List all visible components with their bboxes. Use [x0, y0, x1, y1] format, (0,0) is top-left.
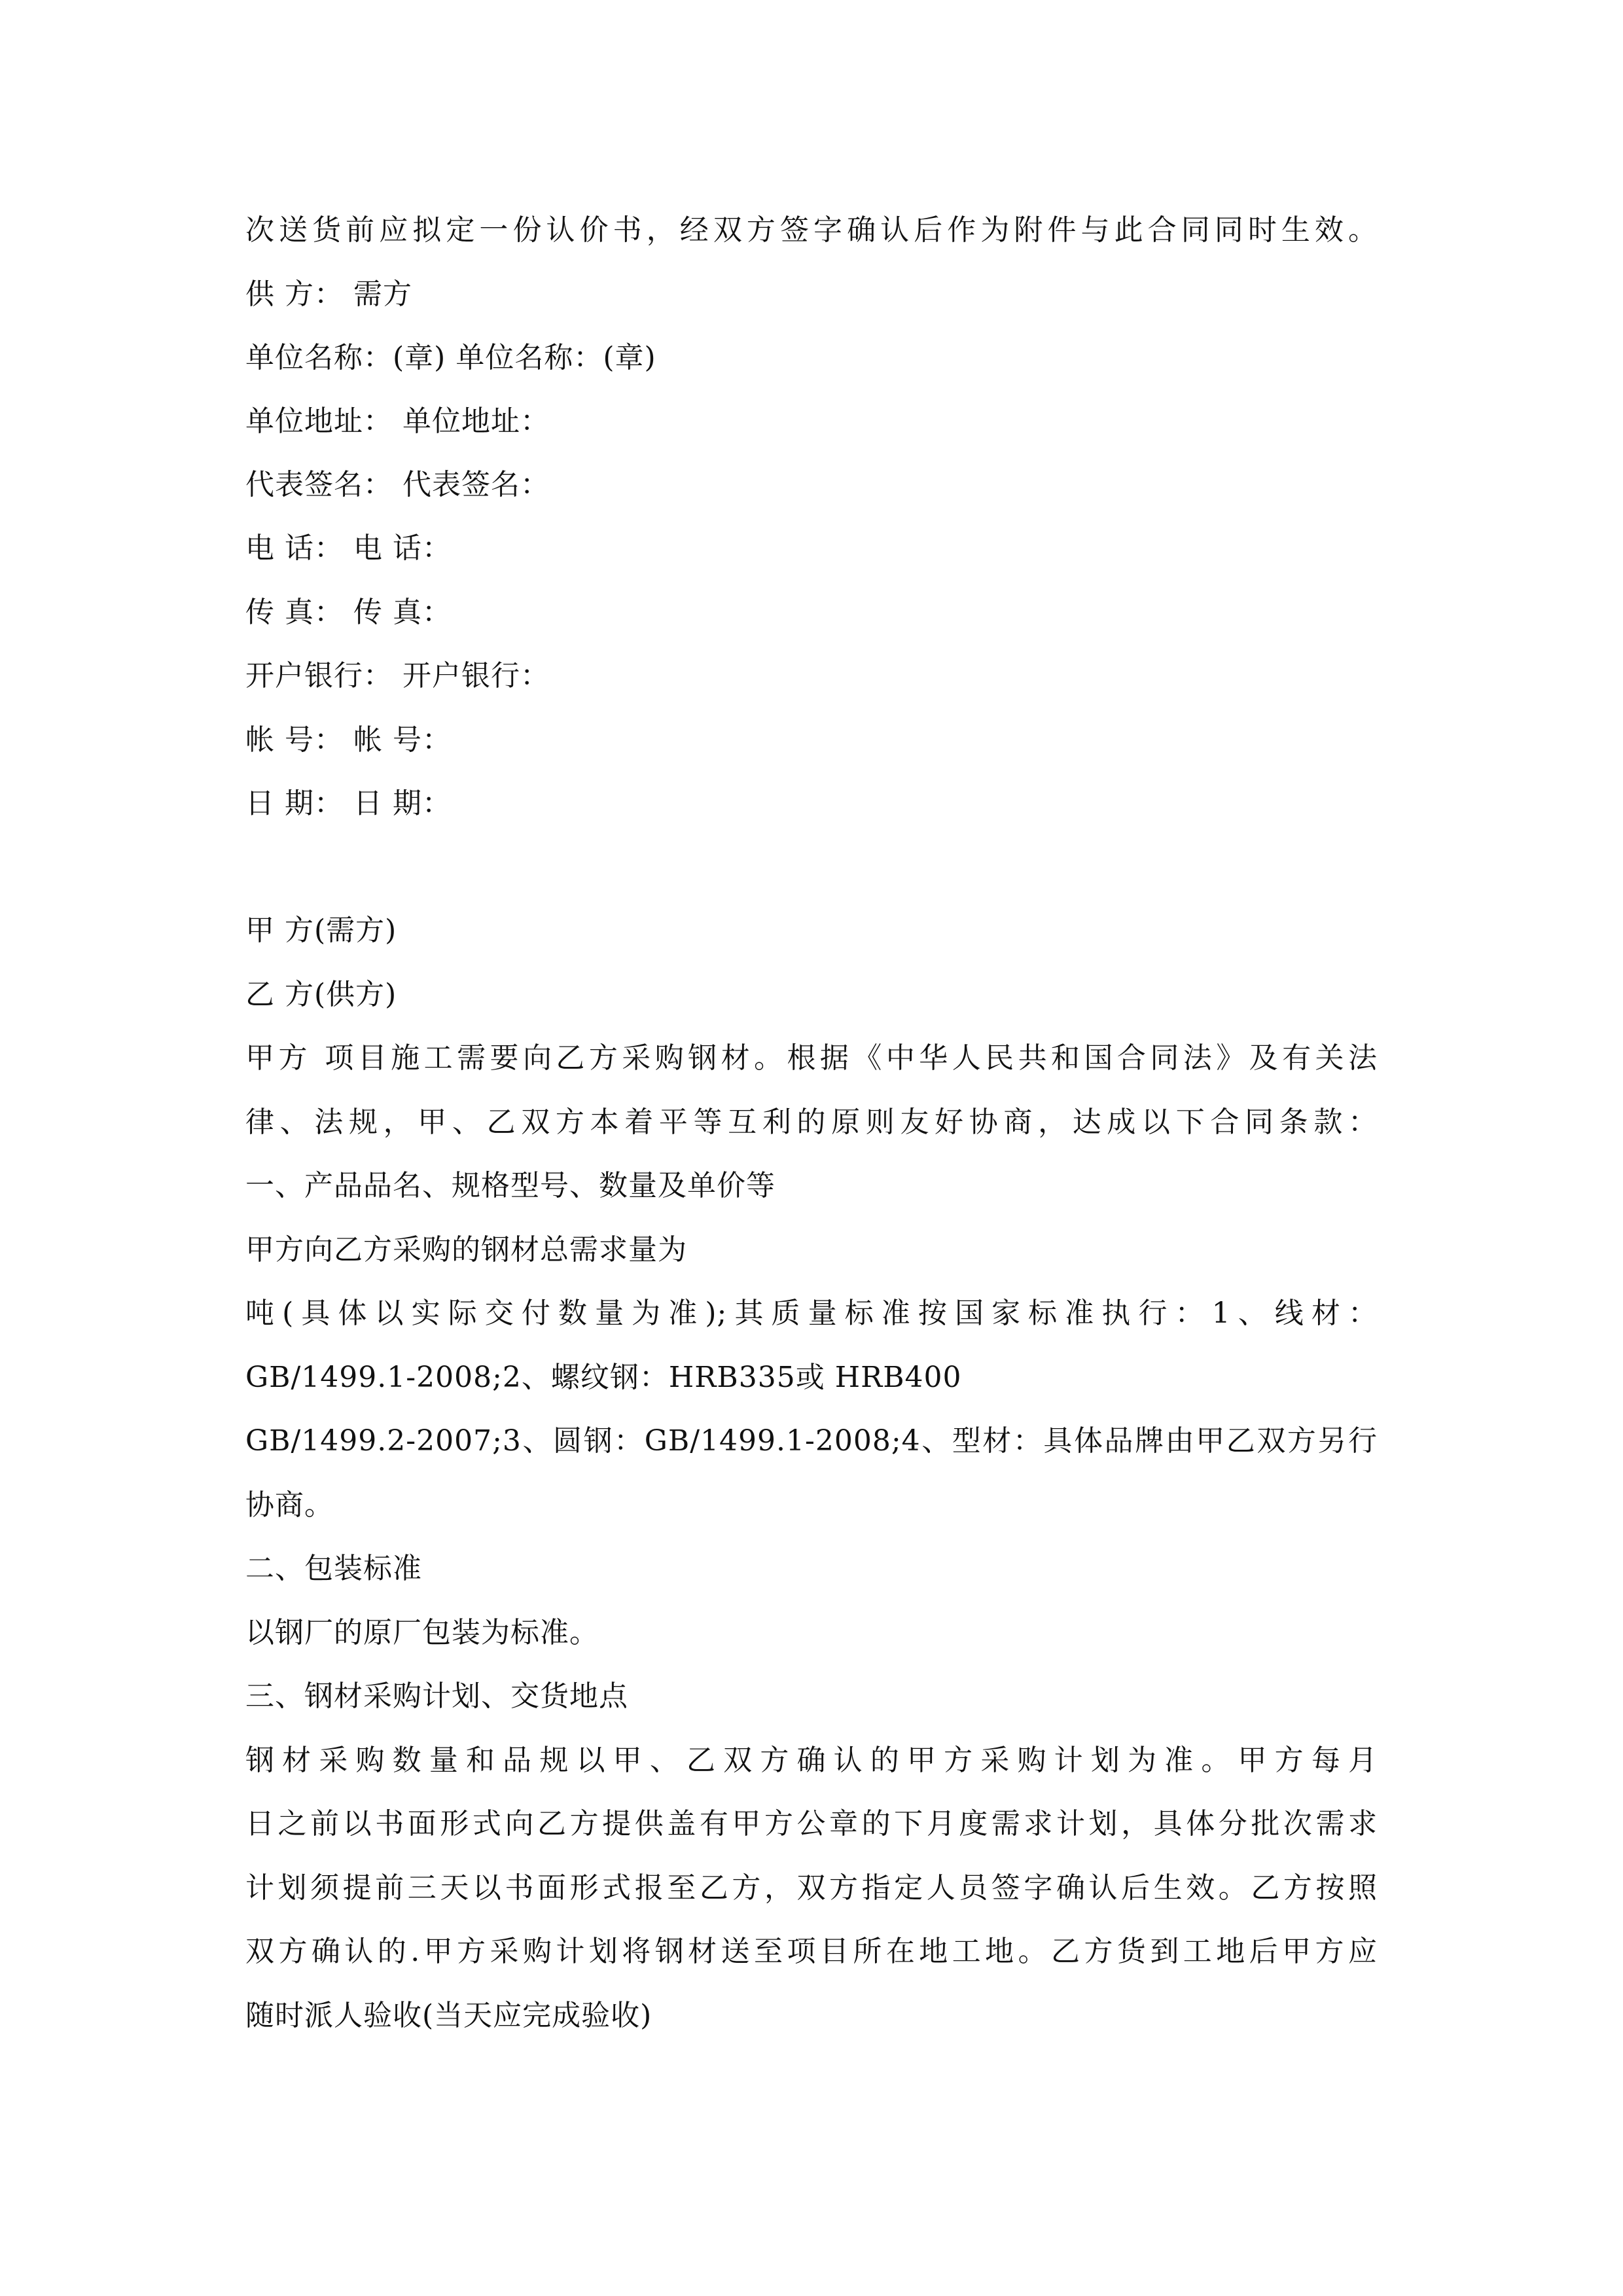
text-line: 开户银行： 开户银行：: [245, 659, 550, 692]
section-heading: 一、产品品名、规格型号、数量及单价等: [245, 1169, 776, 1202]
text-line: 律、法规，甲、乙双方本着平等互利的原则友好协商，达成以下合同条款：: [245, 1105, 1378, 1139]
section-heading: 三、钢材采购计划、交货地点: [245, 1679, 628, 1713]
text-line: 以钢厂的原厂包装为标准。: [245, 1616, 599, 1649]
text-line: 甲方向乙方采购的钢材总需求量为: [245, 1233, 687, 1266]
text-line: 代表签名： 代表签名：: [245, 468, 550, 501]
text-line: 日 期： 日 期：: [245, 787, 452, 820]
party-b-label: 乙 方(供方): [245, 978, 397, 1011]
text-line: 传 真： 传 真：: [245, 596, 452, 629]
text-line: 吨(具体以实际交付数量为准);其质量标准按国家标准执行：1、线材：: [245, 1297, 1378, 1330]
text-line: GB/1499.1-2008;2、螺纹钢：HRB335或 HRB400: [245, 1361, 962, 1394]
text-line: 随时派人验收(当天应完成验收): [245, 1999, 652, 2032]
text-line: 甲方 项目施工需要向乙方采购钢材。根据《中华人民共和国合同法》及有关法: [245, 1041, 1378, 1075]
text-line: 日之前以书面形式向乙方提供盖有甲方公章的下月度需求计划，具体分批次需求: [245, 1807, 1378, 1840]
text-line: 钢材采购数量和品规以甲、乙双方确认的甲方采购计划为准。甲方每月: [245, 1744, 1378, 1777]
section-heading: 二、包装标准: [245, 1552, 422, 1585]
text-line: 次送货前应拟定一份认价书，经双方签字确认后作为附件与此合同同时生效。: [245, 213, 1378, 247]
text-line: 协商。: [245, 1488, 334, 1522]
text-line: 计划须提前三天以书面形式报至乙方，双方指定人员签字确认后生效。乙方按照: [245, 1871, 1378, 1905]
party-a-label: 甲 方(需方): [245, 914, 397, 947]
text-line: 单位地址： 单位地址：: [245, 404, 550, 438]
text-line: 双方确认的.甲方采购计划将钢材送至项目所在地工地。乙方货到工地后甲方应: [245, 1935, 1378, 1968]
text-line: GB/1499.2-2007;3、圆钢：GB/1499.1-2008;4、型材：具体品牌由甲乙双方另行: [245, 1424, 1378, 1458]
text-line: 供 方： 需方: [245, 278, 412, 311]
text-line: 电 话： 电 话：: [245, 531, 452, 565]
text-line: 单位名称：(章) 单位名称：(章): [245, 341, 656, 374]
text-line: 帐 号： 帐 号：: [245, 723, 452, 757]
